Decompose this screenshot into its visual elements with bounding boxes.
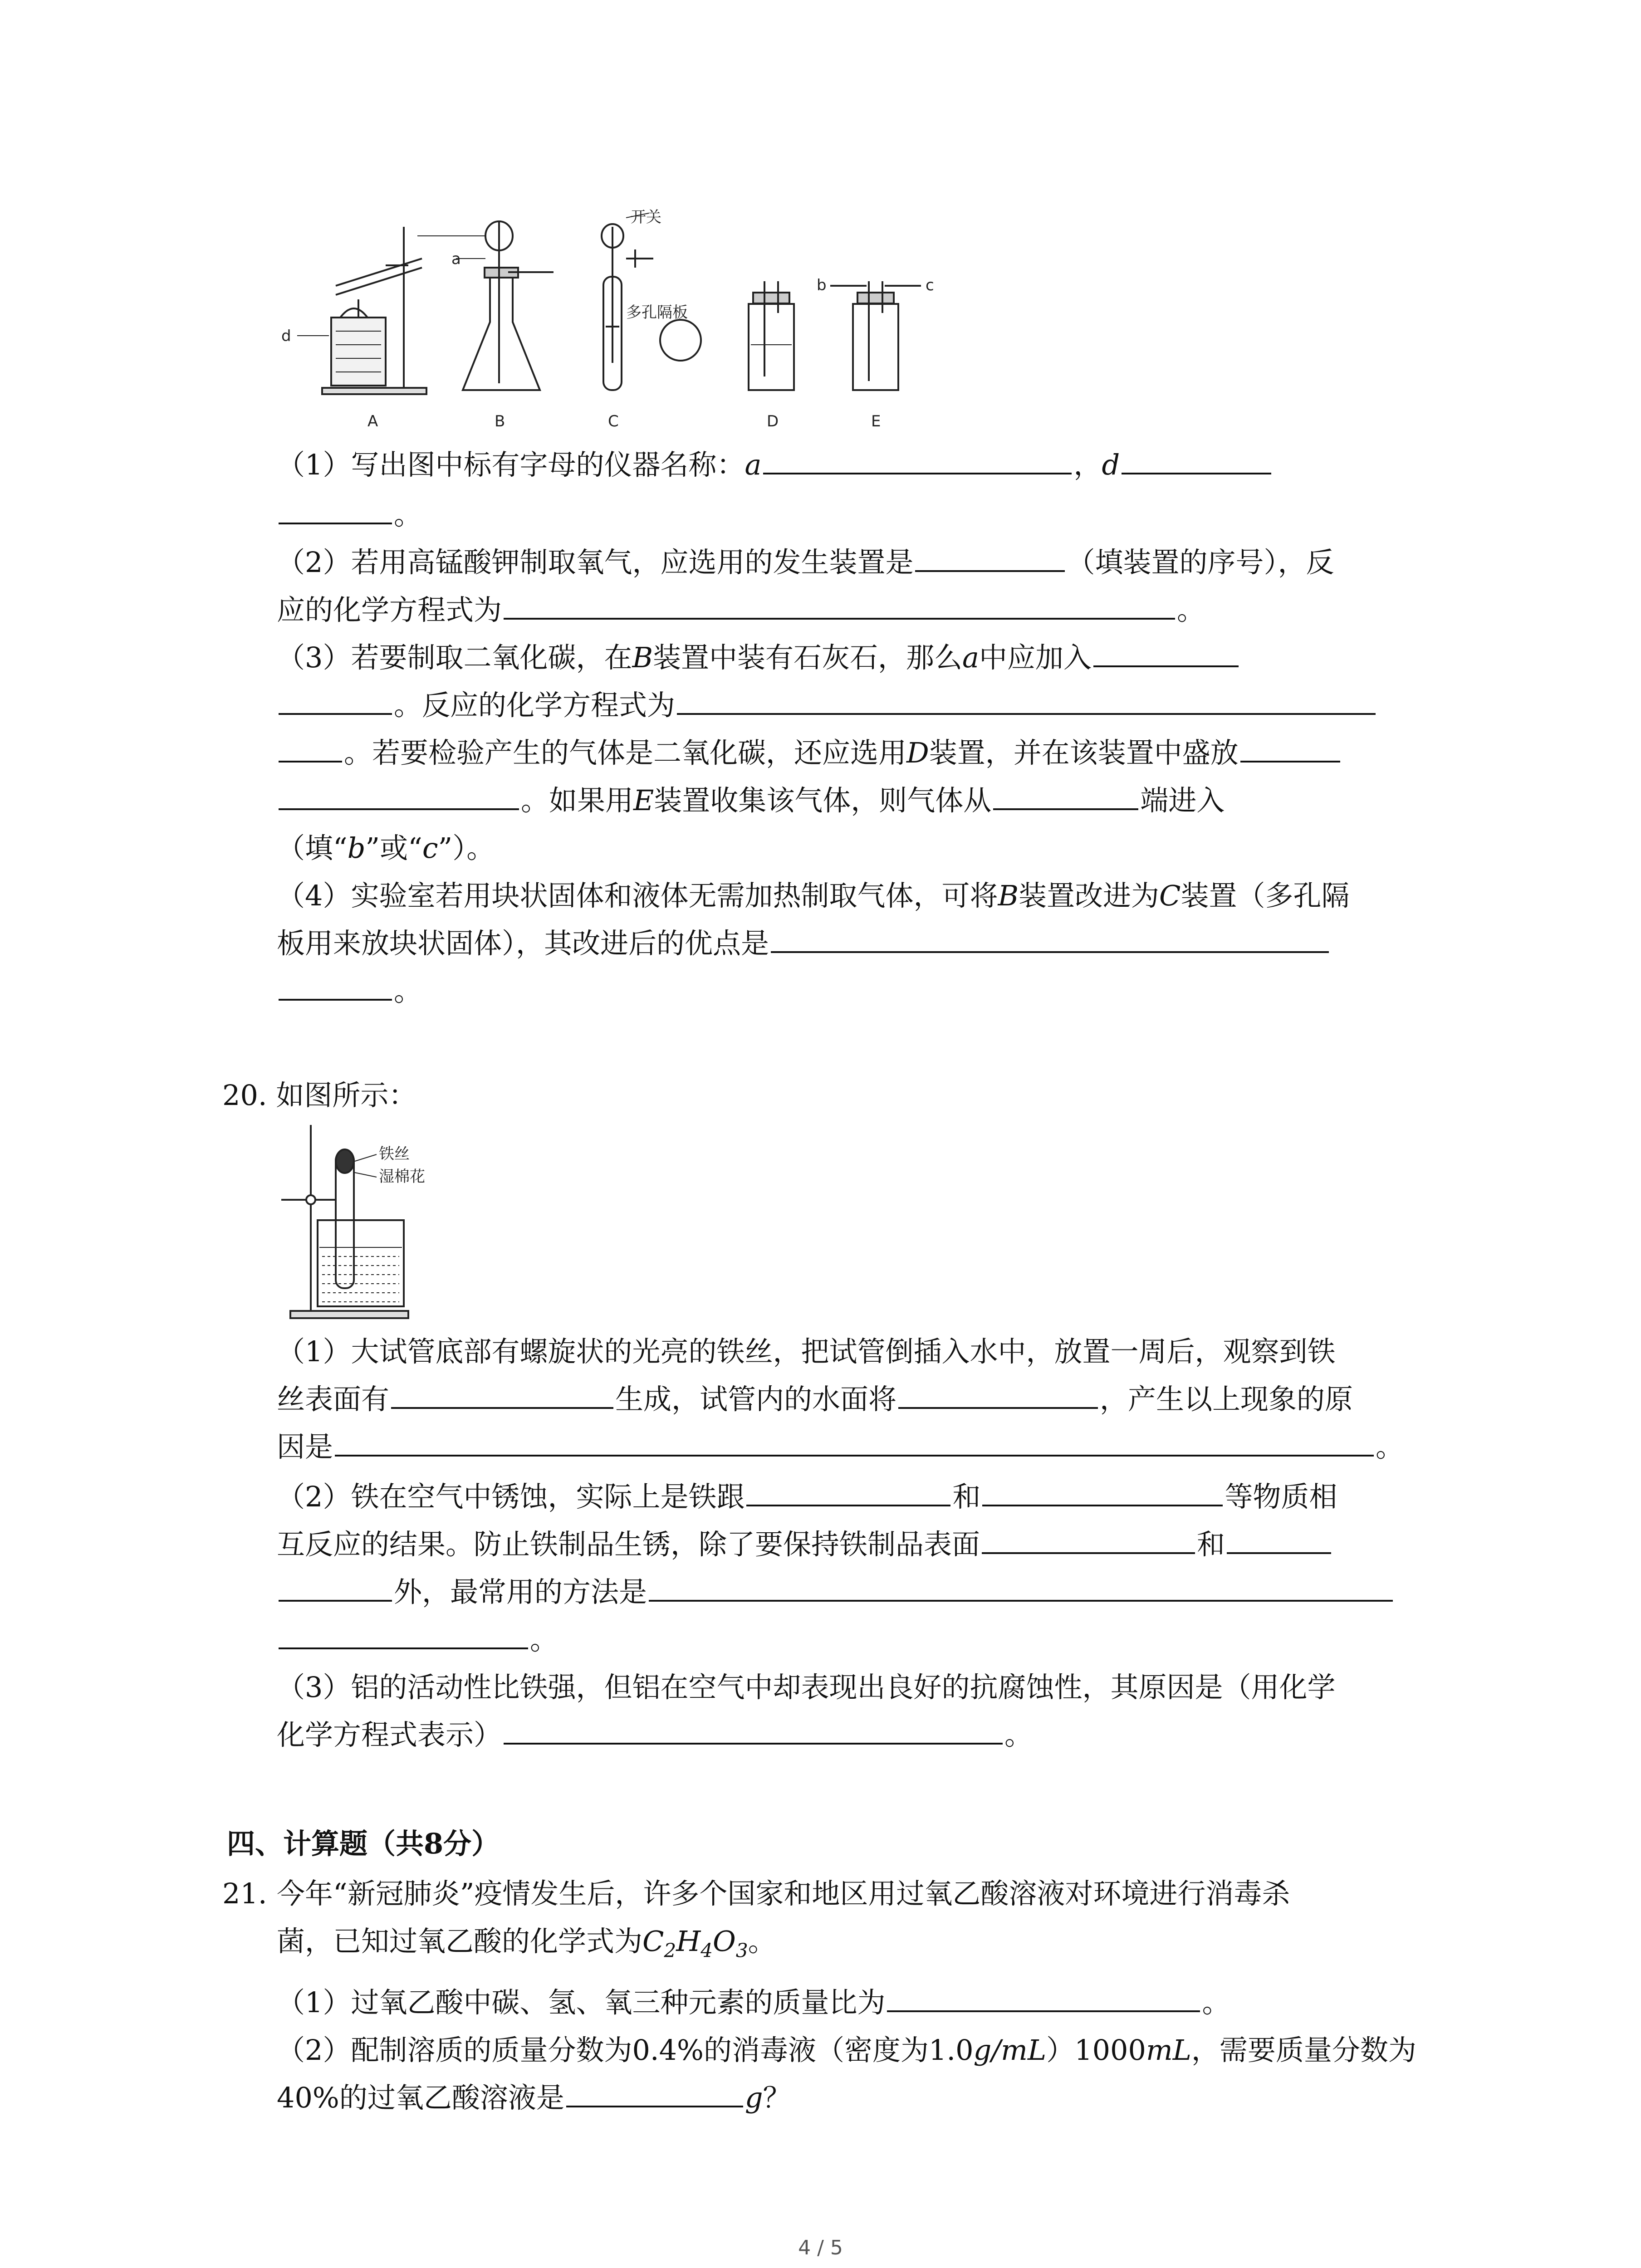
q20-part1-line3: 因是 。 <box>277 1427 1404 1467</box>
label-d: d <box>281 327 291 345</box>
apparatus-figure <box>272 209 998 445</box>
blank-surface-product[interactable] <box>391 1379 613 1409</box>
q20-part2-line2: 互反应的结果。防止铁制品生锈，除了要保持铁制品表面 和 <box>277 1524 1333 1565</box>
blank-surface-condition-2-cont[interactable] <box>279 1572 392 1602</box>
blank-water-level[interactable] <box>898 1379 1098 1409</box>
blank-surface-condition-1[interactable] <box>982 1524 1195 1554</box>
label-iron-wire: 铁丝 <box>379 1145 410 1163</box>
blank-test-reagent[interactable] <box>1240 733 1340 763</box>
caption-e: E <box>871 412 881 430</box>
q20-part1-line1: （1）大试管底部有螺旋状的光亮的铁丝，把试管倒插入水中，放置一周后，观察到铁 <box>277 1335 1336 1368</box>
q21-part1: （1）过氧乙酸中碳、氢、氧三种元素的质量比为 。 <box>277 1982 1230 2023</box>
blank-o2-generator[interactable] <box>915 542 1065 572</box>
label-c: c <box>926 276 934 294</box>
q20-part2-line1: （2）铁在空气中锈蚀，实际上是铁跟 和 等物质相 <box>277 1476 1337 1517</box>
blank-aluminum-equation[interactable] <box>504 1715 1003 1745</box>
blank-test-reagent-cont[interactable] <box>279 780 519 810</box>
blank-advantage-cont[interactable] <box>279 971 392 1001</box>
q21-part2-line1: （2）配制溶质的质量分数为0.4%的消毒液（密度为1.0g/mL）1000mL，需要质量分数为 <box>277 2033 1416 2067</box>
q20-part3-line2: 化学方程式表示） 。 <box>277 1715 1033 1755</box>
blank-instrument-d[interactable] <box>1122 445 1271 474</box>
q19-part3-line4: 。如果用E装置收集该气体，则气体从 端进入 <box>277 780 1225 821</box>
blank-surface-condition-2[interactable] <box>1227 1524 1331 1554</box>
q20-part3-line1: （3）铝的活动性比铁强，但铝在空气中却表现出良好的抗腐蚀性，其原因是（用化学 <box>277 1671 1336 1704</box>
q19-part4-line3: 。 <box>277 971 422 1012</box>
q20-number: 20. 如图所示： <box>222 1079 417 1112</box>
q21-line2: 菌，已知过氧乙酸的化学式为$C_2H_4O_3$。 <box>277 1925 776 1962</box>
q21-line1: 今年“新冠肺炎”疫情发生后，许多个国家和地区用过氧乙酸溶液对环境进行消毒杀 <box>277 1877 1290 1910</box>
section-heading: 四、计算题（共8分） <box>227 1827 500 1860</box>
q19-part4-line2: 板用来放块状固体），其改进后的优点是 <box>277 923 1331 964</box>
blank-solution-mass[interactable] <box>566 2077 743 2107</box>
label-wet-cotton: 湿棉花 <box>379 1168 425 1186</box>
q19-part2-line1: （2）若用高锰酸钾制取氧气，应选用的发生装置是 （填装置的序号），反 <box>277 542 1334 583</box>
blank-rust-method[interactable] <box>649 1572 1393 1602</box>
blank-reason[interactable] <box>335 1427 1374 1457</box>
q19-part3-line5: （填“b”或“c”）。 <box>277 831 495 865</box>
caption-a: A <box>367 412 378 430</box>
blank-liquid-reagent-cont[interactable] <box>279 685 392 715</box>
q20-part1-line2: 丝表面有 生成，试管内的水面将 ，产生以上现象的原 <box>277 1379 1353 1420</box>
blank-co2-equation-cont[interactable] <box>279 733 342 763</box>
blank-rust-method-cont[interactable] <box>279 1619 528 1649</box>
blank-rust-substance-2[interactable] <box>982 1476 1223 1506</box>
q19-part1-line1: （1）写出图中标有字母的仪器名称：a ，d <box>277 445 1273 485</box>
label-b: b <box>817 276 827 294</box>
q19-part4-line1: （4）实验室若用块状固体和液体无需加热制取气体，可将B装置改进为C装置（多孔隔 <box>277 879 1350 912</box>
q21-part2-line2: 40%的过氧乙酸溶液是 g？ <box>277 2077 791 2118</box>
page-number: 4 / 5 <box>798 2236 843 2259</box>
caption-c: C <box>608 412 619 430</box>
blank-mass-ratio[interactable] <box>887 1982 1200 2012</box>
label-switch: 开关 <box>631 209 661 226</box>
caption-d: D <box>767 412 779 430</box>
q20-part2-line3: 外，最常用的方法是 <box>277 1572 1395 1613</box>
blank-inlet-end[interactable] <box>993 780 1138 810</box>
iron-rust-figure <box>272 1120 481 1329</box>
formula: $C_2H_4O_3$ <box>642 1925 748 1962</box>
blank-o2-equation[interactable] <box>504 590 1175 620</box>
q19-part2-line2: 应的化学方程式为 。 <box>277 590 1205 631</box>
q21-number: 21. <box>222 1877 267 1910</box>
blank-advantage[interactable] <box>771 923 1329 953</box>
blank-liquid-reagent[interactable] <box>1093 637 1239 667</box>
label-porous-plate: 多孔隔板 <box>626 303 688 322</box>
q19-part1-line2: 。 <box>277 494 422 535</box>
q20-part2-line4: 。 <box>277 1619 558 1660</box>
label-a: a <box>451 250 461 268</box>
blank-co2-equation[interactable] <box>677 685 1376 715</box>
caption-b: B <box>495 412 505 430</box>
q19-part3-line3: 。若要检验产生的气体是二氧化碳，还应选用D装置，并在该装置中盛放 <box>277 733 1342 773</box>
blank-instrument-d-cont[interactable] <box>279 494 392 524</box>
q19-part3-line1: （3）若要制取二氧化碳，在B装置中装有石灰石，那么a中应加入 <box>277 637 1240 678</box>
q19-part3-line2: 。反应的化学方程式为 <box>277 685 1377 726</box>
blank-rust-substance-1[interactable] <box>746 1476 950 1506</box>
blank-instrument-a[interactable] <box>763 445 1072 474</box>
